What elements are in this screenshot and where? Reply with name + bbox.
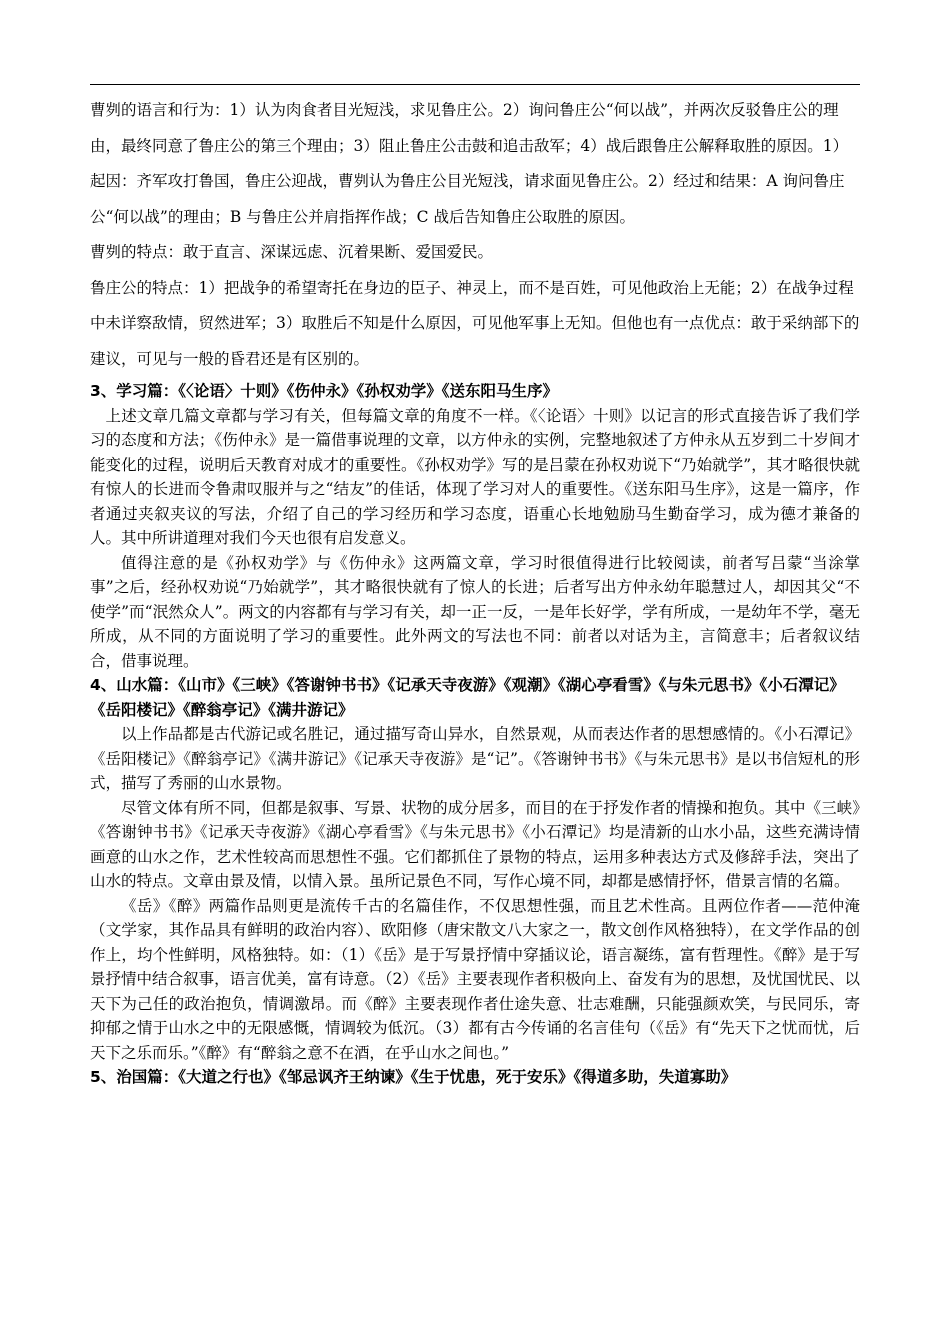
document-page [90,84,860,1090]
section-heading-landscape: 4、山水篇：《山市》《三峡》《答谢钟书书》《记承天寺夜游》《观潮》《湖心亭看雪》《与朱元思书》《小石潭记》《岳阳楼记》《醉翁亭记》《满井游记》 [90,676,845,719]
paragraph-landscape-2: 尽管文体有所不同，但都是叙事、写景、状物的成分居多，而目的在于抒发作者的情操和抱负。其中《三峡》《答谢钟书书》《记承天寺夜游》《湖心亭看雪》《与朱元思书》《小石潭记》均是清新的山水小品，这些充满诗情画意的山水之作，艺术性较高而思想性不强。它们都抓住了景物的特点，运用多种表达方式及修辞手法，突出了山水的特点。文章由景及情，以情入景。虽所记景色不同，写作心境不同，却都是感情抒怀，借景言情的名篇。 [90,798,860,890]
section-heading-governance: 5、治国篇：《大道之行也》《邹忌讽齐王纳谏》《生于忧患，死于安乐》《得道多助，失道寡助》 [90,1068,737,1086]
paragraph-study-2: 值得注意的是《孙权劝学》与《伤仲永》这两篇文章，学习时很值得进行比较阅读，前者写吕蒙“当涂掌事”之后，经孙权劝说“乃始就学”，其才略很快就有了惊人的长进；后者写出方仲永幼年聪慧过人，却因其父“不使学”而“泯然众人”。两文的内容都有与学习有关，却一正一反，一是年长好学，学有所成，一是幼年不学，毫无所成，从不同的方面说明了学习的重要性。此外两文的写法也不同：前者以对话为主，言简意丰；后者叙议结合，借事说理。 [90,553,860,670]
header-rule [90,84,860,85]
paragraph-landscape-1: 以上作品都是古代游记或名胜记，通过描写奇山异水，自然景观，从而表达作者的思想感情的。《小石潭记》《岳阳楼记》《醉翁亭记》《满井游记》《记承天寺夜游》是“记”。《答谢钟书书》《与朱元思书》是以书信短札的形式，描写了秀丽的山水景物。 [90,725,860,792]
paragraph-caogui-traits: 曹刿的特点：敢于直言、深谋远虑、沉着果断、爱国爱民。 [90,243,494,261]
paragraph-landscape-3: 《岳》《醉》两篇作品则更是流传千古的名篇佳作，不仅思想性强，而且艺术性高。且两位作者——范仲淹（文学家，其作品具有鲜明的政治内容）、欧阳修（唐宋散文八大家之一，散文创作风格独特），在文学作品的创作上，均个性鲜明，风格独特。如：（1）《岳》是于写景抒情中穿插议论，语言凝练，富有哲理性。《醉》是于写景抒情中结合叙事，语言优美，富有诗意。（2）《岳》主要表现作者积极向上、奋发有为的思想，及忧国忧民、以天下为己任的政治抱负，情调激昂。而《醉》主要表现作者仕途失意、壮志难酬，只能强颜欢笑，与民同乐，寄抑郁之情于山水之中的无限感慨，情调较为低沉。（3）都有古今传诵的名言佳句（《岳》有“先天下之忧而忧，后天下之乐而乐。”《醉》有“醉翁之意不在酒，在乎山水之间也。” [90,896,860,1062]
paragraph-luzhuanggong-traits: 鲁庄公的特点：1）把战争的希望寄托在身边的臣子、神灵上，而不是百姓，可见他政治上无能；2）在战争过程中未详察敌情，贸然进军；3）取胜后不知是什么原因，可见他军事上无知。但他也有一点优点：敢于采纳部下的建议，可见与一般的昏君还是有区别的。 [90,278,860,368]
section-heading-study: 3、学习篇：《〈论语〉十则》《伤仲永》《孙权劝学》《送东阳马生序》 [90,382,559,400]
paragraph-caogui-actions: 曹刿的语言和行为：1）认为肉食者目光短浅，求见鲁庄公。2）询问鲁庄公“何以战”，并两次反驳鲁庄公的理由，最终同意了鲁庄公的第三个理由；3）阻止鲁庄公击鼓和追击敌军；4）战后跟鲁庄公解释取胜的原因。1）起因：齐军攻打鲁国，鲁庄公迎战，曹刿认为鲁庄公目光短浅，请求面见鲁庄公。2）经过和结果：A 询问鲁庄公“何以战”的理由；B 与鲁庄公并肩指挥作战；C 战后告知鲁庄公取胜的原因。 [90,101,849,226]
paragraph-study-1: 上述文章几篇文章都与学习有关，但每篇文章的角度不一样。《〈论语〉十则》以记言的形式直接告诉了我们学习的态度和方法；《伤仲永》是一篇借事说理的文章，以方仲永的实例，完整地叙述了方仲永从五岁到二十岁间才能变化的过程，说明后天教育对成才的重要性。《孙权劝学》写的是吕蒙在孙权劝说下“乃始就学”，其才略很快就有惊人的长进而令鲁肃叹服并与之“结友”的佳话，体现了学习对人的重要性。《送东阳马生序》，这是一篇序，作者通过夹叙夹议的写法，介绍了自己的学习经历和学习态度，语重心长地勉励马生勤奋学习，成为德才兼备的人。其中所讲道理对我们今天也很有启发意义。 [90,406,860,547]
